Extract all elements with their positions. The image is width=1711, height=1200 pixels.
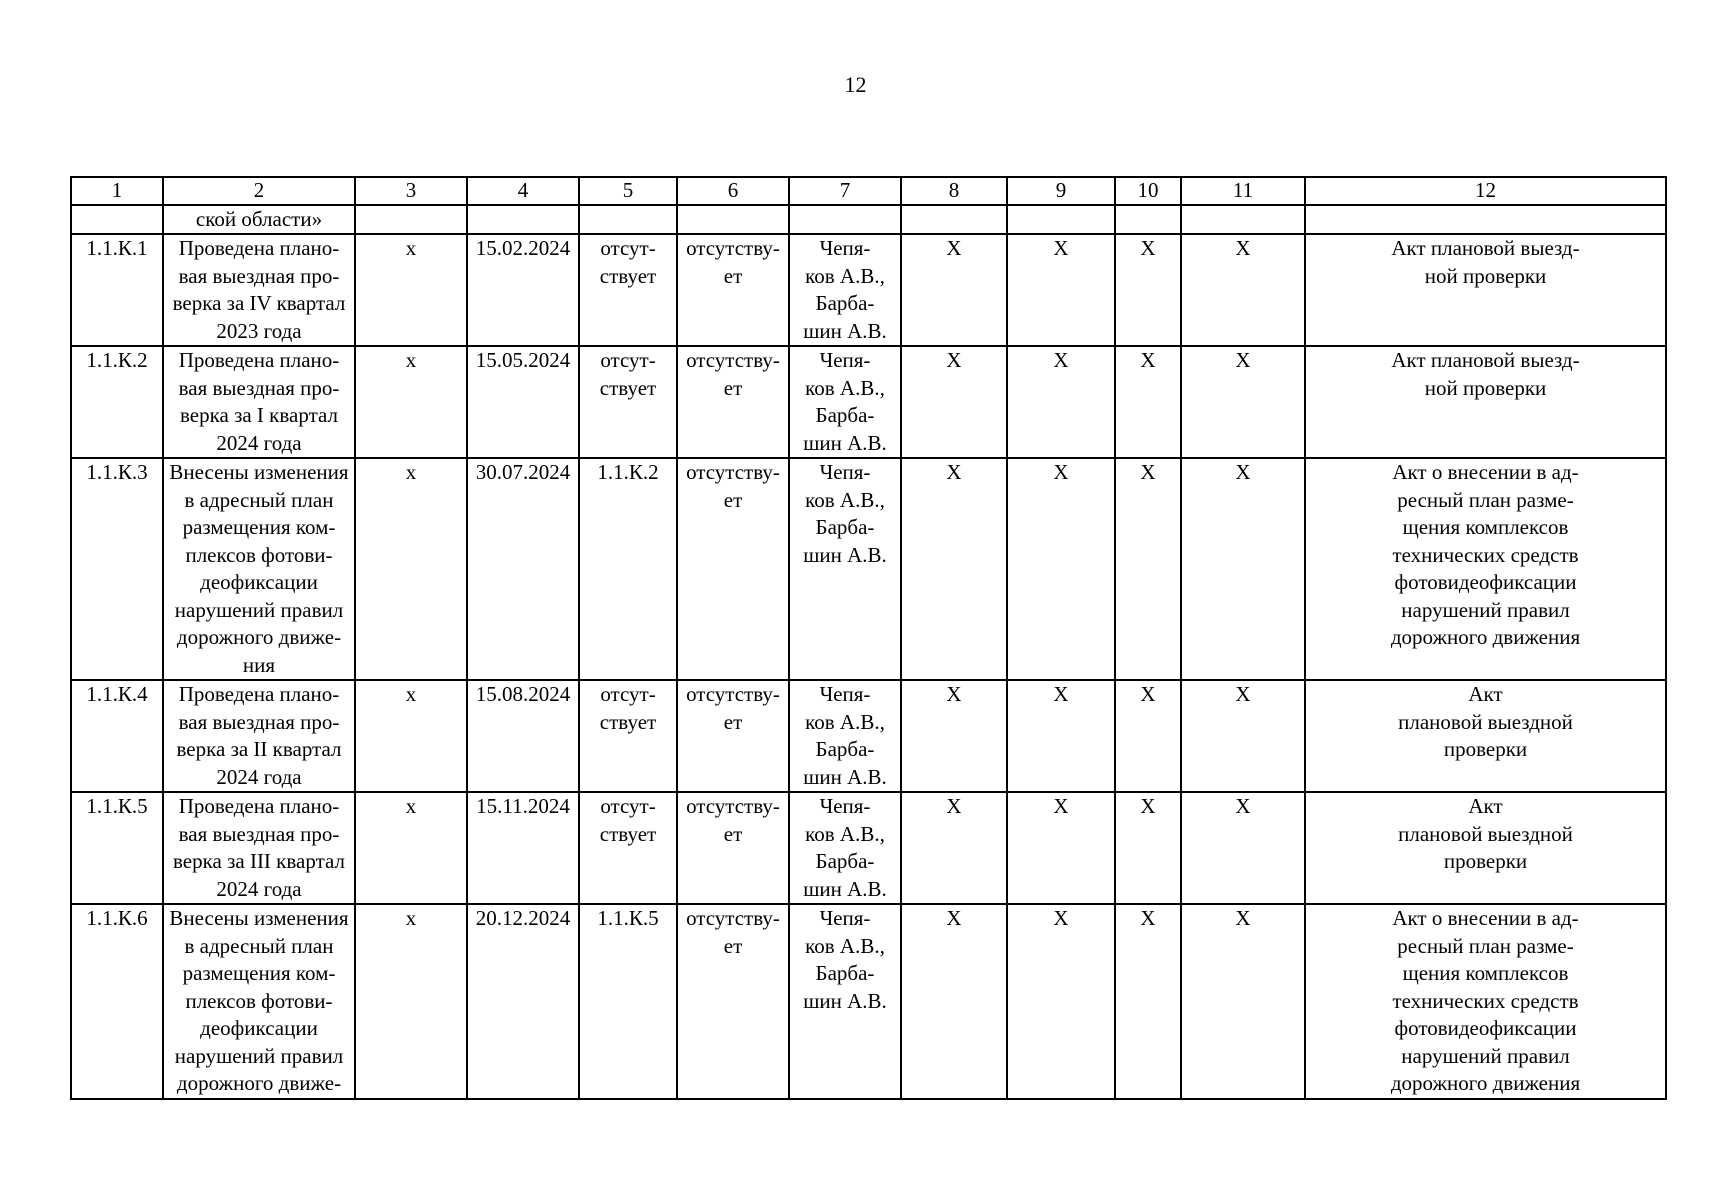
table-cell-col-5: отсут- ствует [579, 680, 677, 792]
table-row [71, 680, 1666, 792]
table-cell-col-9: Х [1007, 346, 1115, 458]
table-cell-col-5: 1.1.К.5 [579, 904, 677, 1099]
page-number: 12 [844, 72, 867, 97]
table-cell-col-8 [901, 205, 1007, 234]
table-cell-col-8: Х [901, 792, 1007, 904]
table-row [71, 346, 1666, 458]
table-cell-col-1: 1.1.К.3 [71, 458, 163, 680]
table-cell-col-5: отсут- ствует [579, 792, 677, 904]
table-cell-col-7: Чепя- ков А.В., Барба- шин А.В. [789, 346, 901, 458]
table-cell-col-7: Чепя- ков А.В., Барба- шин А.В. [789, 792, 901, 904]
table-cell-col-5: отсут- ствует [579, 234, 677, 346]
plan-table [70, 176, 1667, 1100]
table-cell-col-1: 1.1.К.4 [71, 680, 163, 792]
table-cell-col-7: Чепя- ков А.В., Барба- шин А.В. [789, 904, 901, 1099]
table-cell-col-12: Акт плановой выездной проверки [1305, 680, 1666, 792]
table-cell-col-5: отсут- ствует [579, 346, 677, 458]
table-cell-col-2: Проведена плано- вая выездная про- верка за IV квартал 2023 года [163, 234, 355, 346]
table-cell-col-11 [1181, 205, 1305, 234]
table-cell-col-8: Х [901, 458, 1007, 680]
table-row [71, 458, 1666, 680]
table-cell-col-1 [71, 205, 163, 234]
table-cell-col-12: Акт плановой выездной проверки [1305, 792, 1666, 904]
table-cell-col-10: 10 [1115, 177, 1181, 205]
table-cell-col-8: Х [901, 904, 1007, 1099]
table-cell-col-2: Проведена плано- вая выездная про- верка за I квартал 2024 года [163, 346, 355, 458]
table-cell-col-5: 5 [579, 177, 677, 205]
table-cell-col-10: Х [1115, 904, 1181, 1099]
table-cell-col-10 [1115, 205, 1181, 234]
table-cell-col-12 [1305, 205, 1666, 234]
table-cell-col-4: 30.07.2024 [467, 458, 579, 680]
table-cell-col-2: 2 [163, 177, 355, 205]
table-cell-col-11: Х [1181, 904, 1305, 1099]
table-cell-col-10: Х [1115, 792, 1181, 904]
table-row [71, 234, 1666, 346]
table-cell-col-3: х [355, 234, 467, 346]
table-cell-col-6: отсутству- ет [677, 904, 789, 1099]
table-cell-col-12: 12 [1305, 177, 1666, 205]
table-cell-col-11: Х [1181, 680, 1305, 792]
table-cell-col-11: Х [1181, 792, 1305, 904]
table-cell-col-9: Х [1007, 904, 1115, 1099]
table-cell-col-10: Х [1115, 234, 1181, 346]
table-cell-col-6: 6 [677, 177, 789, 205]
table-cell-col-4: 15.08.2024 [467, 680, 579, 792]
table-cell-col-3: х [355, 904, 467, 1099]
table-cell-col-4: 4 [467, 177, 579, 205]
table-cell-col-1: 1 [71, 177, 163, 205]
table-cell-col-12: Акт плановой выезд- ной проверки [1305, 234, 1666, 346]
table-cell-col-10: Х [1115, 458, 1181, 680]
table-cell-col-11: Х [1181, 234, 1305, 346]
table-cell-col-7: 7 [789, 177, 901, 205]
table-cell-col-8: Х [901, 346, 1007, 458]
table-row [71, 792, 1666, 904]
table-cell-col-2: Внесены изменения в адресный план размещения ком- плексов фотови- деофиксации нарушений правил дорожного движе- [163, 904, 355, 1099]
table-cell-col-12: Акт плановой выезд- ной проверки [1305, 346, 1666, 458]
table-cell-col-5: 1.1.К.2 [579, 458, 677, 680]
table-cell-col-11: Х [1181, 346, 1305, 458]
table-cell-col-8: 8 [901, 177, 1007, 205]
table-cell-col-12: Акт о внесении в ад- ресный план разме- щения комплексов технических средств фотовидеофиксации нарушений правил дорожного движения [1305, 904, 1666, 1099]
table-cell-col-9: Х [1007, 792, 1115, 904]
table-cell-col-9: Х [1007, 458, 1115, 680]
table-cell-col-10: Х [1115, 346, 1181, 458]
table-cell-col-7 [789, 205, 901, 234]
table-cell-col-3: х [355, 346, 467, 458]
table-cell-col-10: Х [1115, 680, 1181, 792]
table-cell-col-2: ской области» [163, 205, 355, 234]
table-cell-col-12: Акт о внесении в ад- ресный план разме- щения комплексов технических средств фотовидеофиксации нарушений правил дорожного движения [1305, 458, 1666, 680]
table-cell-col-1: 1.1.К.5 [71, 792, 163, 904]
table-cell-col-6: отсутству- ет [677, 792, 789, 904]
table-cell-col-9: Х [1007, 234, 1115, 346]
table-cell-col-3: х [355, 680, 467, 792]
table-cell-col-6: отсутству- ет [677, 680, 789, 792]
table-cell-col-7: Чепя- ков А.В., Барба- шин А.В. [789, 458, 901, 680]
table-cell-col-4: 15.02.2024 [467, 234, 579, 346]
table-cell-col-7: Чепя- ков А.В., Барба- шин А.В. [789, 234, 901, 346]
table-cell-col-8: Х [901, 234, 1007, 346]
table-cell-col-4: 15.11.2024 [467, 792, 579, 904]
table-cell-col-3 [355, 205, 467, 234]
table-cell-col-6: отсутству- ет [677, 346, 789, 458]
table-cell-col-9 [1007, 205, 1115, 234]
table-cell-col-5 [579, 205, 677, 234]
continuation-row [71, 205, 1666, 234]
table-cell-col-6 [677, 205, 789, 234]
table-cell-col-9: 9 [1007, 177, 1115, 205]
table-row [71, 904, 1666, 1099]
table-cell-col-2: Внесены изменения в адресный план размещения ком- плексов фотови- деофиксации нарушений правил дорожного движе- ния [163, 458, 355, 680]
table-cell-col-4: 15.05.2024 [467, 346, 579, 458]
table-cell-col-3: х [355, 792, 467, 904]
table-cell-col-2: Проведена плано- вая выездная про- верка за III квартал 2024 года [163, 792, 355, 904]
table-cell-col-1: 1.1.К.6 [71, 904, 163, 1099]
table-cell-col-9: Х [1007, 680, 1115, 792]
table-body [71, 177, 1666, 1099]
table-cell-col-8: Х [901, 680, 1007, 792]
table-cell-col-4: 20.12.2024 [467, 904, 579, 1099]
table-cell-col-4 [467, 205, 579, 234]
table-cell-col-7: Чепя- ков А.В., Барба- шин А.В. [789, 680, 901, 792]
table-cell-col-6: отсутству- ет [677, 458, 789, 680]
table-cell-col-6: отсутству- ет [677, 234, 789, 346]
table-cell-col-1: 1.1.К.1 [71, 234, 163, 346]
table-cell-col-2: Проведена плано- вая выездная про- верка за II квартал 2024 года [163, 680, 355, 792]
table-cell-col-3: 3 [355, 177, 467, 205]
table-cell-col-1: 1.1.К.2 [71, 346, 163, 458]
column-number-row [71, 177, 1666, 205]
table-cell-col-11: 11 [1181, 177, 1305, 205]
table-cell-col-3: х [355, 458, 467, 680]
table-cell-col-11: Х [1181, 458, 1305, 680]
